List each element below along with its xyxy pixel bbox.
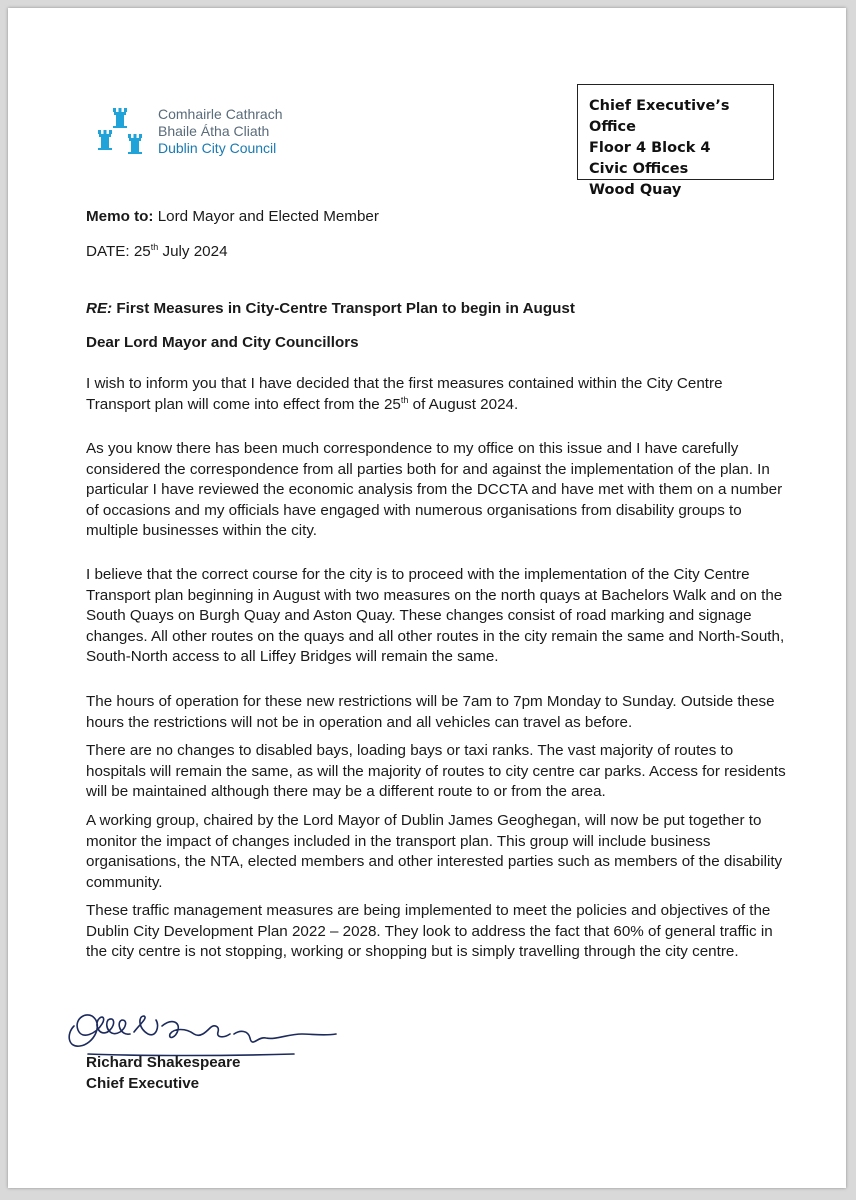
subject-line (86, 299, 575, 320)
signatory-name: Richard Shakespeare (86, 1054, 241, 1071)
subject-text: First Measures in City-Centre Transport Plan to begin in August (116, 300, 575, 317)
date-day: 25 (133, 243, 151, 260)
paragraph-1 (86, 374, 786, 415)
address-line-2: Floor 4 Block 4 (589, 140, 711, 156)
letter-page (8, 8, 846, 1188)
logo-english-name: Dublin City Council (158, 139, 277, 156)
address-line-3: Civic Offices (589, 161, 689, 177)
paragraph-1-sup: th (400, 394, 409, 405)
paragraph-5: There are no changes to disabled bays, loading bays or taxi ranks. The vast majority of routes to hospitals will remain the same, as will the majority of routes to city centre car parks. Access for residents will be maintained although there may be a different route to or from the area. (86, 742, 786, 800)
date-suffix: th (150, 241, 159, 252)
paragraph-3: I believe that the correct course for the city is to proceed with the implementation of the City Centre Transport plan beginning in August with two measures on the north quays at Bachelors Walk and on the South Quays on Burgh Quay and Aston Quay. These changes consist of road marking and signage changes. All other routes on the quays and all other routes in the city remain the same and North-South, South-North access to all Liffey Bridges will remain the same. (86, 566, 785, 665)
paragraph-7: These traffic management measures are being implemented to meet the policies and objectives of the Dublin City Development Plan 2022 – 2028. They look to address the fact that 60% of general traffic in the city centre is not stopping, working or shopping but is simply travelling through the city centre. (86, 902, 773, 960)
signatory-title: Chief Executive (86, 1075, 200, 1092)
address-box (577, 84, 774, 198)
address-line-1: Chief Executive’s Office (589, 98, 730, 135)
paragraph-1-text: I wish to inform you that I have decided that the first measures contained within the City Centre Transport plan will come into effect from the 25 (86, 375, 723, 413)
castle-towers-logo-icon (96, 104, 144, 158)
date-label: DATE: (86, 243, 130, 260)
address-line-4: Wood Quay (589, 182, 682, 198)
paragraph-6: A working group, chaired by the Lord Mayor of Dublin James Geoghegan, will now be put together to monitor the impact of changes included in the transport plan. This group will include business organisations, the NTA, elected members and other interested parties such as members of the disability community. (86, 812, 783, 891)
logo-text (158, 106, 283, 157)
memo-to-line (86, 207, 379, 228)
date-rest: July 2024 (162, 243, 228, 260)
memo-to-label: Memo to: (86, 208, 154, 225)
logo-irish-line-1: Comhairle Cathrach (158, 105, 283, 122)
logo-irish-line-2: Bhaile Átha Cliath (158, 122, 270, 139)
date-line (86, 242, 228, 263)
memo-to-value: Lord Mayor and Elected Member (157, 208, 379, 225)
paragraph-1-text-end: of August 2024. (412, 395, 519, 413)
re-label: RE: (86, 300, 113, 317)
paragraph-4: The hours of operation for these new restrictions will be 7am to 7pm Monday to Sunday. Outside these hours the restrictions will not be in operation and all vehicles can travel as before. (86, 693, 775, 731)
salutation: Dear Lord Mayor and City Councillors (86, 334, 359, 351)
council-logo (96, 104, 283, 158)
paragraph-2: As you know there has been much correspondence to my office on this issue and I have carefully considered the correspondence from all parties both for and against the implementation of the plan. In particular I have reviewed the economic analysis from the DCCTA and have met with them on a number of occasions and my officials have engaged with numerous organisations from disability groups to multiple businesses within the city. (86, 440, 783, 539)
